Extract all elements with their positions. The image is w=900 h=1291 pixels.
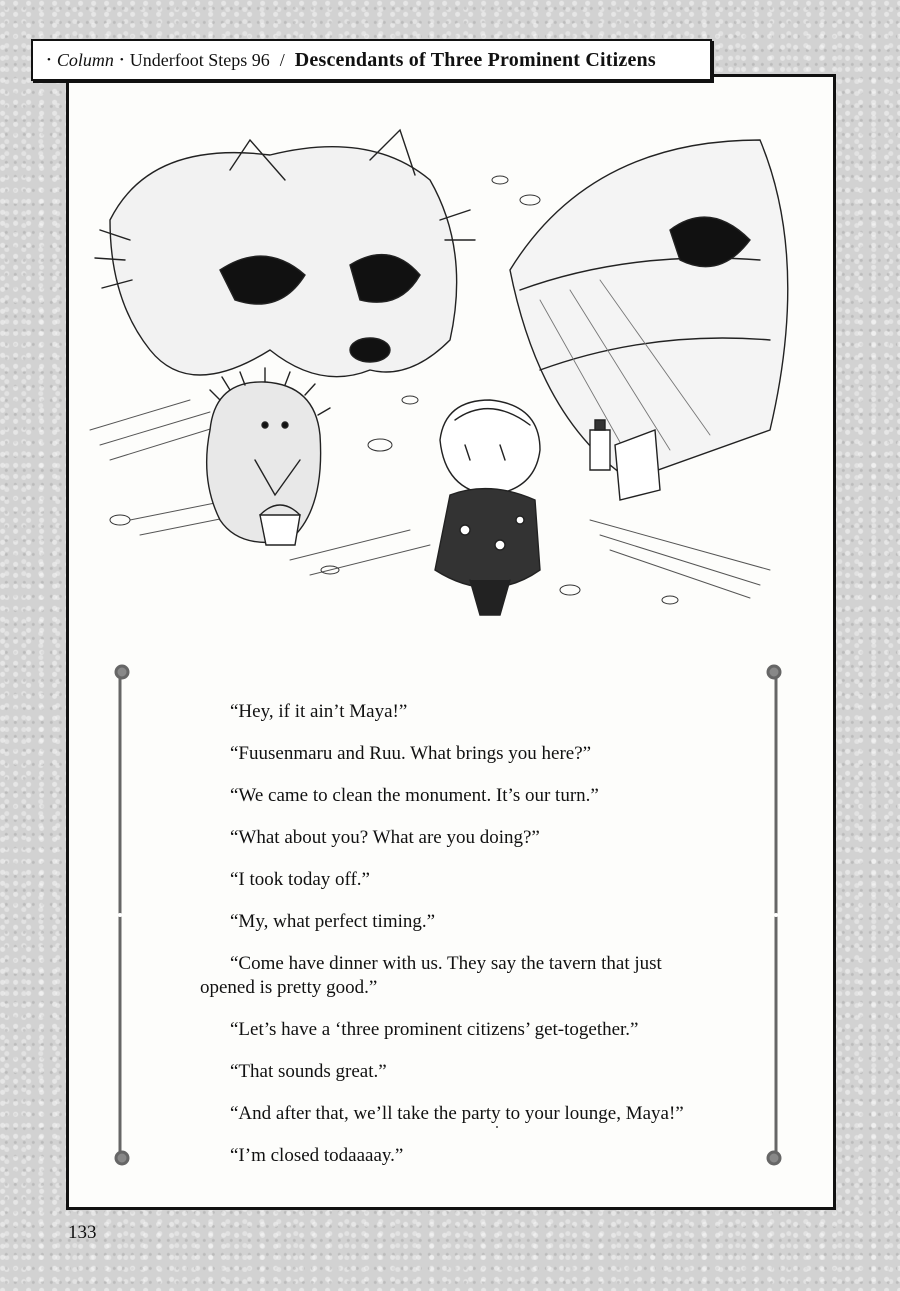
bullet-icon: • [47,54,51,66]
series-label: Underfoot Steps 96 [129,49,270,70]
girl-icon [435,400,540,615]
dialogue-line: “Come have dinner with us. They say the tavern that just opened is pretty good.” [200,953,662,998]
dialogue-line: “My, what perfect timing.” [230,911,436,932]
illustration [70,100,840,640]
raccoon-dog-icon [95,130,475,377]
dialogue-line: “I took today off.” [230,869,370,890]
dialogue-line: “That sounds great.” [230,1061,387,1082]
column-title: Descendants of Three Prominent Citizens [294,48,656,71]
dialogue-line: “We came to clean the monument. It’s our turn.” [230,785,599,806]
dialogue-line: “I’m closed todaaaay.” [230,1145,404,1166]
column-header [31,39,712,81]
dialogue-line: “What about you? What are you doing?” [230,827,540,848]
dialogue-line: “Let’s have a ‘three prominent citizens’ get-together.” [230,1019,639,1040]
dialogue-block [200,700,700,1186]
ink-speck [496,1126,498,1128]
bullet-icon: • [119,54,124,66]
dialogue-line: “Fuusenmaru and Ruu. What brings you here?” [230,743,592,764]
column-label: Column [56,49,114,70]
dialogue-line: “And after that, we’ll take the party to your lounge, Maya!” [230,1103,684,1124]
page-number: 133 [68,1222,97,1243]
dialogue-line: “Hey, if it ain’t Maya!” [230,701,408,722]
separator: / [279,49,285,70]
monument-stone-icon [510,140,788,480]
